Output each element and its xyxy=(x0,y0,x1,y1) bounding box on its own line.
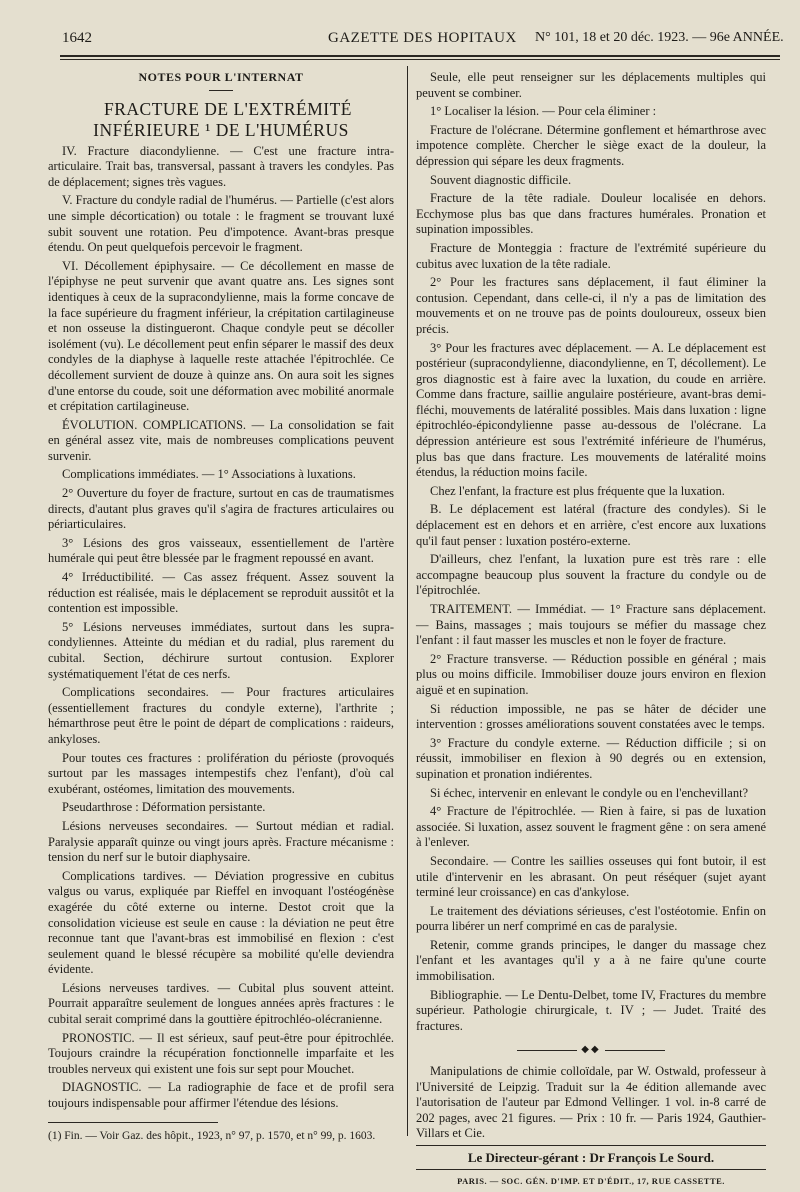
paragraph: VI. Décollement épiphysaire. — Ce décollement en masse de l'épiphyse ne peut survenir que avant quatre ans. Les signes sont identiques à ceux de la supracondylienne, mais la forme concave de la face supérieure du fragment inférieur, la crépitation cartilagineuse et non osseuse la distingueront. Chaque condyle peut se décoller isolément (vu). Le décollement peut enfin séparer le massif des deux condyles de la diaphyse à laquelle reste attachée l'épitrochlée. Ce décollement survient de douze à quinze ans. On aura soit les signes d'une entorse du coude, soit une déformation avec mobilité anormale et crépitation cartilagineuse. xyxy=(48,258,394,414)
journal-title: GAZETTE DES HOPITAUX xyxy=(328,30,517,46)
paragraph: PRONOSTIC. — Il est sérieux, sauf peut-être pour épitrochlée. Toujours craindre la récupération fonctionnelle imparfaite et les troubles nerveux qui existent une fois sur sept pour Mouchet. xyxy=(48,1030,394,1076)
paragraph: Seule, elle peut renseigner sur les déplacements multiples qui peuvent se combiner. xyxy=(416,70,766,100)
paragraph: 3° Pour les fractures avec déplacement. — A. Le déplacement est postérieur (supracondylienne, diacondylienne, en T, décollement). Le gros diagnostic est à faire avec la luxation, du coude en arrière. Comme dans fracture, saillie angulaire postérieure, avant-bras demi-fléchi, mouvements de latéralité possibles. Mais dans luxation : ligne épitrochléo-épicondylienne passe au-dessous de l'olécrane. La dépression antérieure est sous l'extrémité inférieure de l'humérus, plus bas que dans fracture. Les mouvements de latéralité moins étendus, la réduction moins facile. xyxy=(416,340,766,480)
header-rule-thin xyxy=(60,59,780,60)
paragraph: Retenir, comme grands principes, le danger du massage chez l'enfant et les avantages qu'il y a à ne faire qu'une courte immobilisation. xyxy=(416,937,766,984)
paragraph: Lésions nerveuses tardives. — Cubital plus souvent atteint. Pourrait apparaître seulement de longues années après fractures : le cubital serait comprimé dans la gouttière épitrochléo-olécranienne. xyxy=(48,980,394,1027)
paragraph: DIAGNOSTIC. — La radiographie de face et de profil sera toujours indispensable pour affirmer l'étendue des lésions. xyxy=(48,1080,394,1111)
paragraph: Souvent diagnostic difficile. xyxy=(430,172,572,187)
paragraph: TRAITEMENT. — Immédiat. — 1° Fracture sans déplacement. — Bains, massages ; mais toujours se méfier du massage chez l'enfant : il faut masser les muscles et non le foyer de fracture. xyxy=(416,602,766,648)
paragraph: 2° Fracture transverse. — Réduction possible en général ; mais plus ou moins difficile. Immobiliser douze jours environ en flexion aiguë et en supination. xyxy=(416,651,766,697)
paragraph: IV. Fracture diacondylienne. — C'est une fracture intra-articulaire. Trait bas, transversal, passant à travers les condyles. Pas de déplacement; signes très vagues. xyxy=(48,143,394,189)
paragraph: 2° Pour les fractures sans déplacement, il faut éliminer la contusion. Cependant, dans celle-ci, il n'y a pas de limitation des mouvements et on ne trouve pas de points douloureux, osseux bien précis. xyxy=(416,275,766,336)
paragraph: Fracture de l'olécrane. Détermine gonflement et hémarthrose avec impotence complète. Chercher le siège exact de la douleur, la dépression qui sépare les deux fragments. xyxy=(416,122,766,168)
paragraph: Fracture de Monteggia : fracture de l'extrémité supérieure du cubitus avec luxation de la tête radiale. xyxy=(416,240,766,271)
signature: Le Directeur-gérant : Dr François Le Sourd. xyxy=(416,1145,766,1166)
paragraph: Pour toutes ces fractures : prolifération du périoste (provoqués surtout par les massages intempestifs chez l'enfant), d'où cal exubérant, ostéomes, limitation des mouvements. xyxy=(48,750,394,796)
column-divider xyxy=(407,66,408,1136)
paragraph: D'ailleurs, chez l'enfant, la luxation pure est très rare : elle accompagne beaucoup plus souvent la fracture du condyle ou de l'épitrochlée. xyxy=(416,552,766,598)
page-header xyxy=(0,30,800,52)
bibliography: Bibliographie. — Le Dentu-Delbet, tome IV, Fractures du membre supérieur. Pathologie chirurgicale, t. IV ; — Judet. Traité des fractures. xyxy=(416,987,766,1033)
paragraph: 4° Irréductibilité. — Cas assez fréquent. Assez souvent la réduction est réalisée, mais le déplacement se reproduit aussitôt et la contention est impossible. xyxy=(48,570,394,616)
article-title: FRACTURE DE L'EXTRÉMITÉ INFÉRIEURE ¹ DE L'HUMÉRUS xyxy=(93,98,352,140)
issue-info: N° 101, 18 et 20 déc. 1923. — 96e ANNÉE. xyxy=(535,30,784,45)
paragraph: 3° Lésions des gros vaisseaux, essentiellement de l'artère humérale qui peut être blessée par le fragment repoussé en avant. xyxy=(48,535,394,566)
paragraph: 5° Lésions nerveuses immédiates, surtout dans les supra-condyliennes. Atteinte du médian et du radial, plus rarement du cubital. Section, déchirure surtout contusion. Explorer systématiquement l'état de ces nerfs. xyxy=(48,619,394,681)
printer-line: PARIS. — SOC. GÉN. D'IMP. ET D'ÉDIT., 17, RUE CASSETTE. xyxy=(416,1169,766,1190)
paragraph: Lésions nerveuses secondaires. — Surtout médian et radial. Paralysie apparaît quinze ou vingt jours après. Fracture mécanisme : tension du nerf sur le butoir diaphysaire. xyxy=(48,818,394,865)
paragraph: Si réduction impossible, ne pas se hâter de décider une intervention : grosses améliorations souvent constatées avec le temps. xyxy=(416,701,766,732)
book-notice: Manipulations de chimie colloïdale, par W. Ostwald, professeur à l'Université de Leipzig. Traduit sur la 4e édition allemande avec l'autorisation de l'auteur par Edmond Vellinger. 1 vol. in-8 carré de 202 pages, avec 21 figures. — Prix : 10 fr. — Paris 1924, Gauthier-Villars et Cie. xyxy=(416,1064,766,1141)
paragraph: ÉVOLUTION. COMPLICATIONS. — La consolidation se fait en général assez vite, mais de nombreuses complications peuvent survenir. xyxy=(48,417,394,463)
page-number: 1642 xyxy=(62,30,92,46)
paragraph: Si échec, intervenir en enlevant le condyle ou en l'enchevillant? xyxy=(430,785,749,800)
left-column xyxy=(48,70,394,1143)
paragraph: 4° Fracture de l'épitrochlée. — Rien à faire, si pas de luxation associée. Si luxation, assez souvent le fragment gêne : on sera amené à l'enlever. xyxy=(416,804,766,850)
paragraph: B. Le déplacement est latéral (fracture des condyles). Si le déplacement est en dehors et en arrière, c'est encore aux luxations qu'il faut penser : luxation postéro-externe. xyxy=(416,502,766,548)
paragraph: Le traitement des déviations sérieuses, c'est l'ostéotomie. Enfin on pourra libérer un nerf comprimé en cas de paralysie. xyxy=(416,903,766,934)
paragraph: V. Fracture du condyle radial de l'humérus. — Partielle (c'est alors une simple décortication) ou totale : le fragment se trouvant luxé subit souvent une rotation. Peu d'impotence. Avant-bras presque étendu. On peut quelquefois percevoir le fragment. xyxy=(48,193,394,255)
paragraph: Pseudarthrose : Déformation persistante. xyxy=(62,800,266,815)
section-dash xyxy=(209,90,233,91)
footnote: (1) Fin. — Voir Gaz. des hôpit., 1923, n° 97, p. 1570, et n° 99, p. 1603. xyxy=(48,1129,376,1142)
paragraph: 1° Localiser la lésion. — Pour cela éliminer : xyxy=(430,104,657,119)
right-column xyxy=(416,70,766,1192)
paragraph: Complications immédiates. — 1° Associations à luxations. xyxy=(62,467,356,482)
paragraph: Complications tardives. — Déviation progressive en cubitus valgus ou varus, expliquée par Rieffel en invoquant l'ostéogénèse exagérée du côté externe ou interne. Destot croit que la consolidation vicieuse est seule en cause : la déviation ne peut être reconnue tant que l'avant-bras est immobilisé en flexion : c'est seulement quand le blessé récupère sa mobilité qu'elle deviendra évidente. xyxy=(48,868,394,977)
footnote-rule xyxy=(48,1122,376,1143)
paragraph: 3° Fracture du condyle externe. — Réduction difficile ; si on réussit, immobiliser en flexion à 90 degrés ou en extension, supination et pronation indiérentes. xyxy=(416,735,766,781)
paragraph: Chez l'enfant, la fracture est plus fréquente que la luxation. xyxy=(430,483,725,498)
paragraph: Complications secondaires. — Pour fractures articulaires (essentiellement fractures du condyle externe), l'arthrite ; hémarthrose peut être le point de départ de complications : raideurs, ankyloses. xyxy=(48,685,394,746)
ornament-divider: ◆◆ xyxy=(416,1042,766,1058)
header-rule xyxy=(60,55,780,57)
section-heading: NOTES POUR L'INTERNAT xyxy=(138,70,304,84)
paragraph: Fracture de la tête radiale. Douleur localisée en dehors. Ecchymose plus bas que dans fractures humérales. Pronation et supination impossibles. xyxy=(416,191,766,237)
paragraph: 2° Ouverture du foyer de fracture, surtout en cas de traumatismes directs, d'autant plus graves qu'il s'agira de fractures articulaires ou périarticulaires. xyxy=(48,486,394,532)
paragraph: Secondaire. — Contre les saillies osseuses qui font butoir, il est utile d'intervenir en les abrasant. On peut réséquer (sujet ayant terminé leur croissance) en cas d'ankylose. xyxy=(416,853,766,900)
